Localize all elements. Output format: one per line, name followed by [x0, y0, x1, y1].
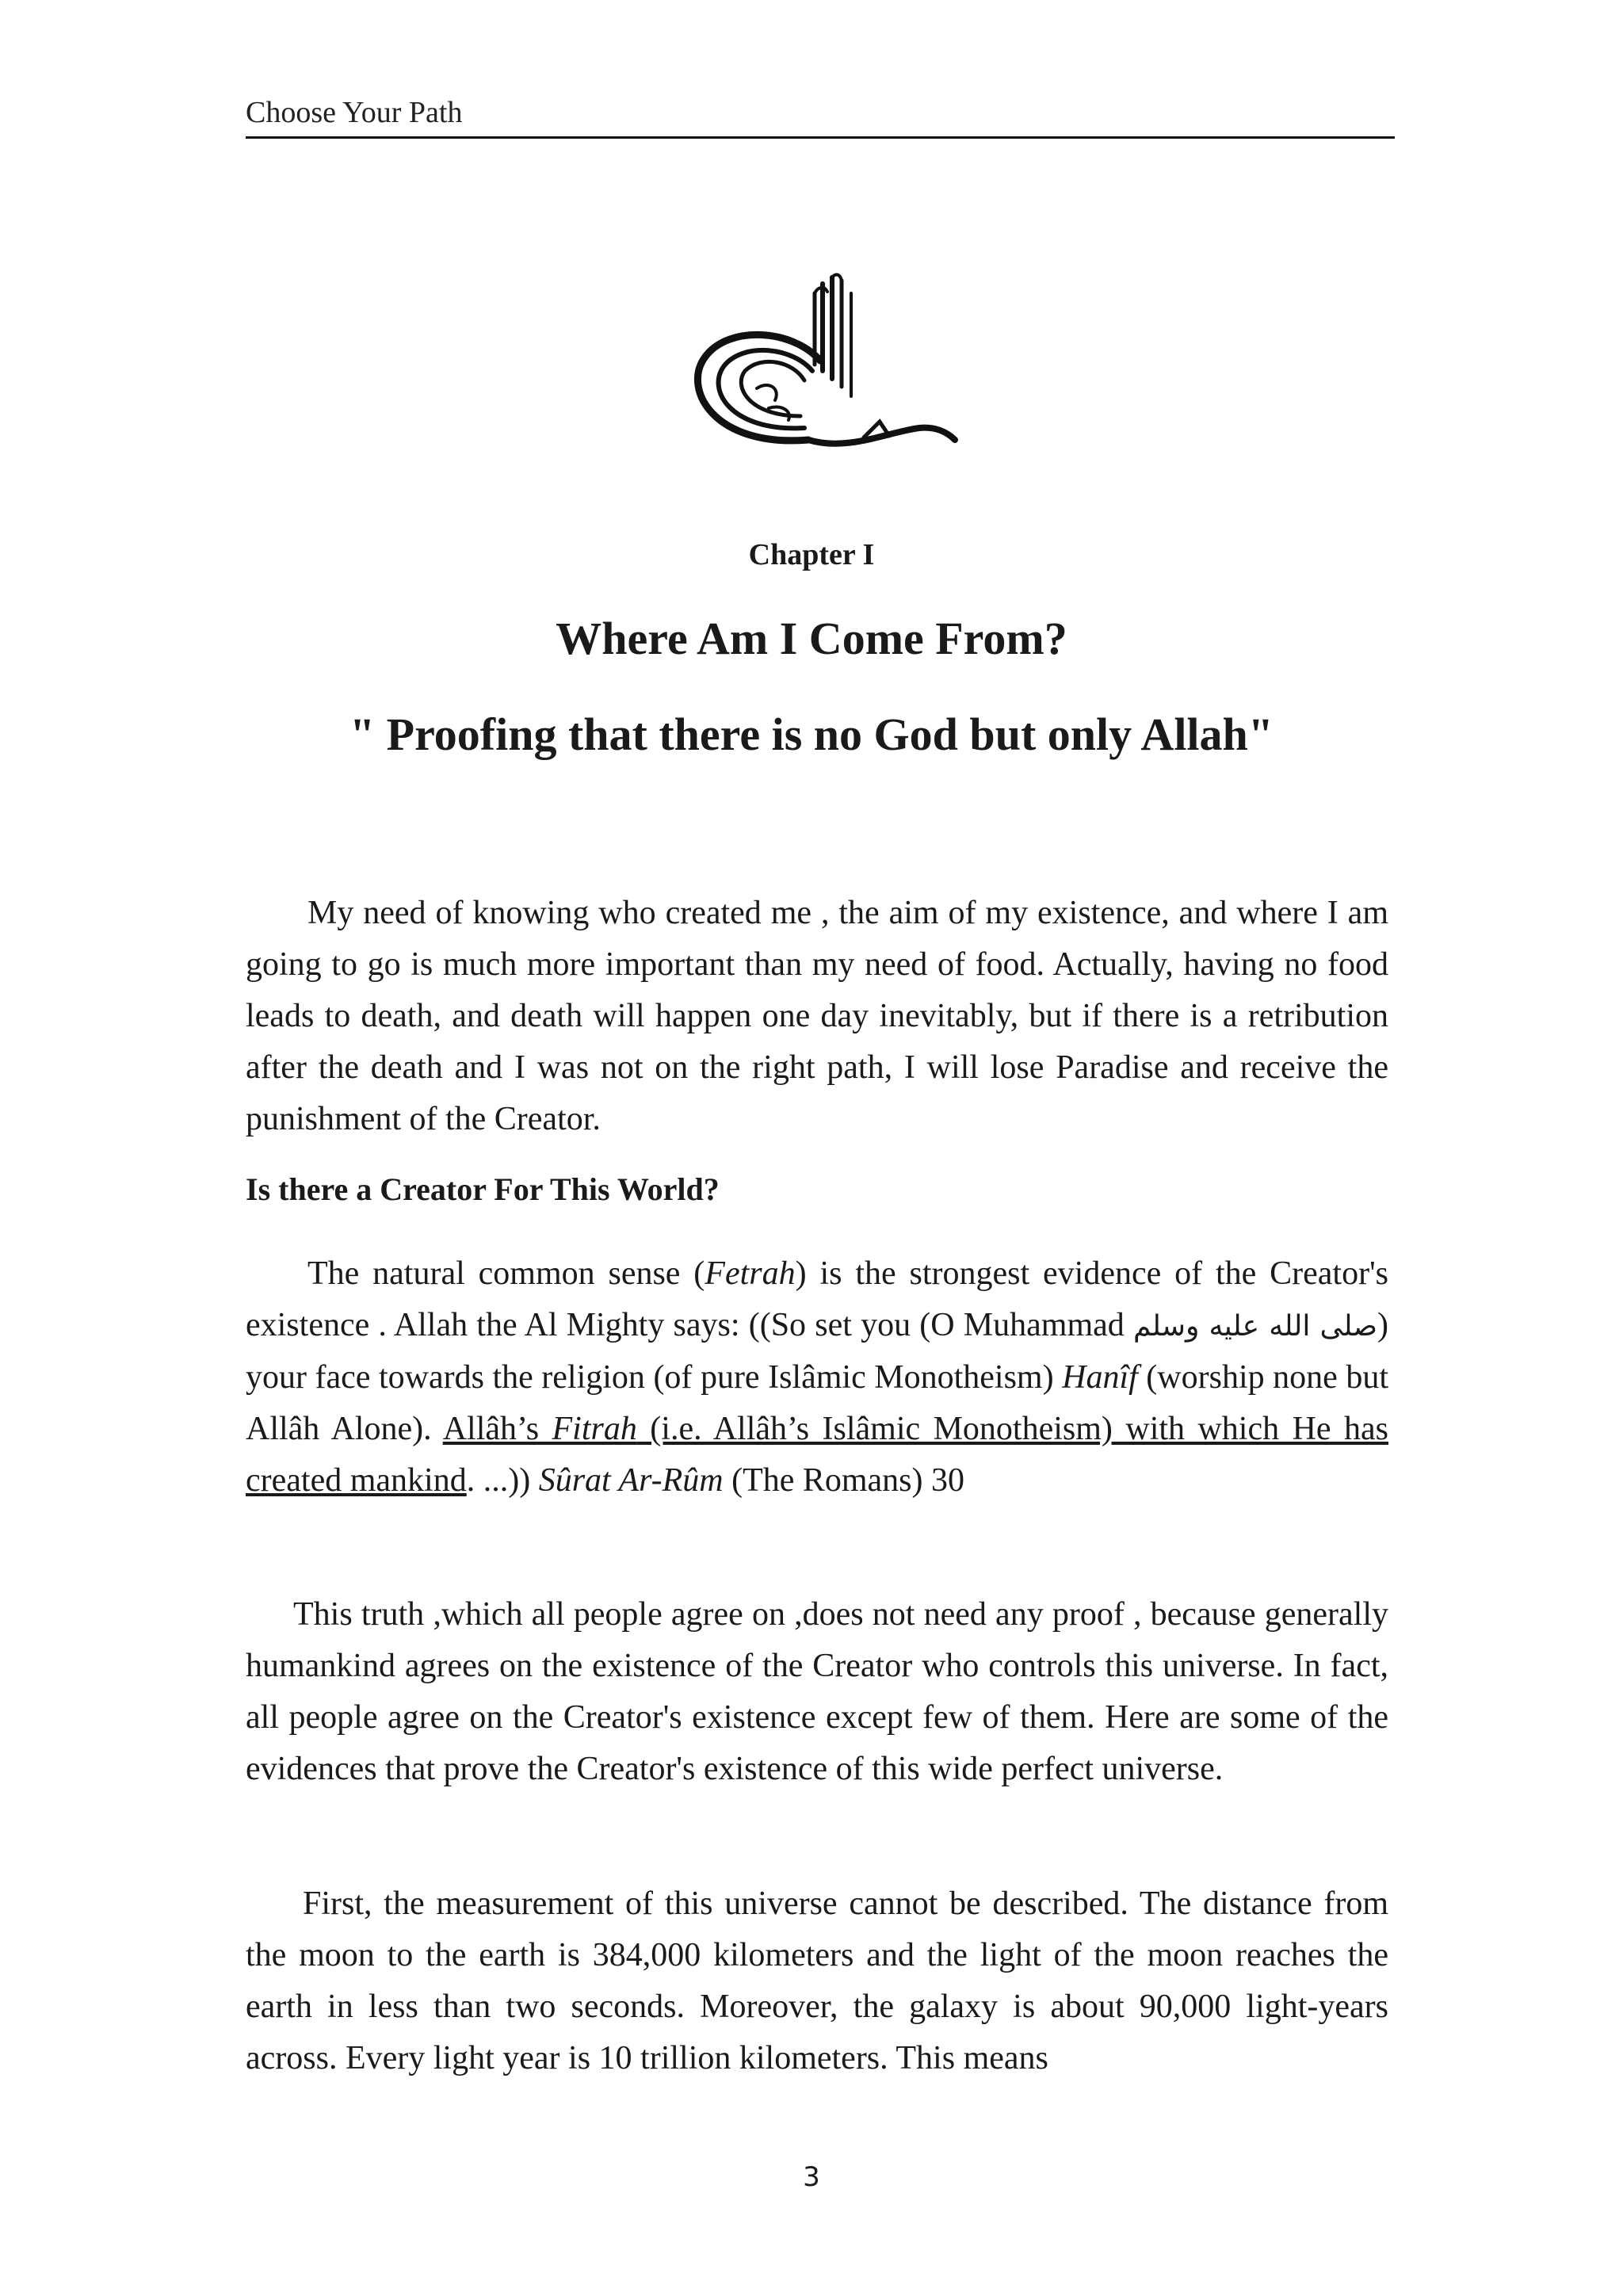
text-run: Allâh’s	[442, 1411, 552, 1447]
chapter-subtitle: " Proofing that there is no God but only Allah"	[349, 709, 1274, 760]
text-run: (worship none but Allâh Alone).	[246, 1359, 1388, 1447]
running-header: Choose Your Path	[246, 96, 463, 129]
header-rule	[246, 136, 1395, 139]
section-heading: Is there a Creator For This World?	[246, 1171, 720, 1207]
fitrah-term: Fitrah	[552, 1411, 637, 1447]
text-run: (The Romans) 30	[723, 1462, 965, 1499]
text-run: ) your face towards the religion (of pure Islâmic Monotheism)	[246, 1307, 1388, 1396]
fetrah-term: Fetrah	[705, 1255, 796, 1292]
basmala-calligraphy-icon	[682, 269, 959, 460]
paragraph-need-of-knowing: My need of knowing who created me , the aim of my existence, and where I am going to go is much more important than my need of food. Actually, having no food leads to death, and death will happen one day inevitably, but if there is a retribution after the death and I was not on the right path, I will lose Paradise and receive the punishment of the Creator.	[246, 895, 1388, 1137]
paragraph-truth: This truth ,which all people agree on ,does not need any proof , because generally humankind agrees on the existence of the Creator who controls this universe. In fact, all people agree on the Creator's existence except few of them. Here are some of the evidences that prove the Creator's existence of this wide perfect universe.	[246, 1596, 1388, 1787]
page-number: 3	[803, 2161, 820, 2193]
text-run: The natural common sense (	[307, 1255, 705, 1292]
text-run: . ...))	[466, 1462, 539, 1499]
paragraph-fetrah	[246, 1248, 1388, 1507]
text-run: ) is the strongest evidence of the Creator's existence . Allah the Al Mighty says: ((So set you (O Muhammad	[246, 1255, 1388, 1343]
text-run: (i.e. Allâh’s Islâmic Monotheism) with which He has created mankind	[246, 1411, 1388, 1499]
paragraph-measurement: First, the measurement of this universe cannot be described. The distance from the moon to the earth is 384,000 kilometers and the light of the moon reaches the earth in less than two seconds. Moreover, the galaxy is about 90,000 light-years across. Every light year is 10 trillion kilometers. This means	[246, 1885, 1388, 2076]
chapter-label: Chapter I	[748, 538, 875, 571]
chapter-title: Where Am I Come From?	[556, 613, 1067, 664]
surah-name: Sûrat Ar-Rûm	[538, 1462, 724, 1499]
arabic-salutation: صلى الله عليه وسلم	[1132, 1310, 1377, 1343]
hanif-term: Hanîf	[1062, 1359, 1138, 1396]
